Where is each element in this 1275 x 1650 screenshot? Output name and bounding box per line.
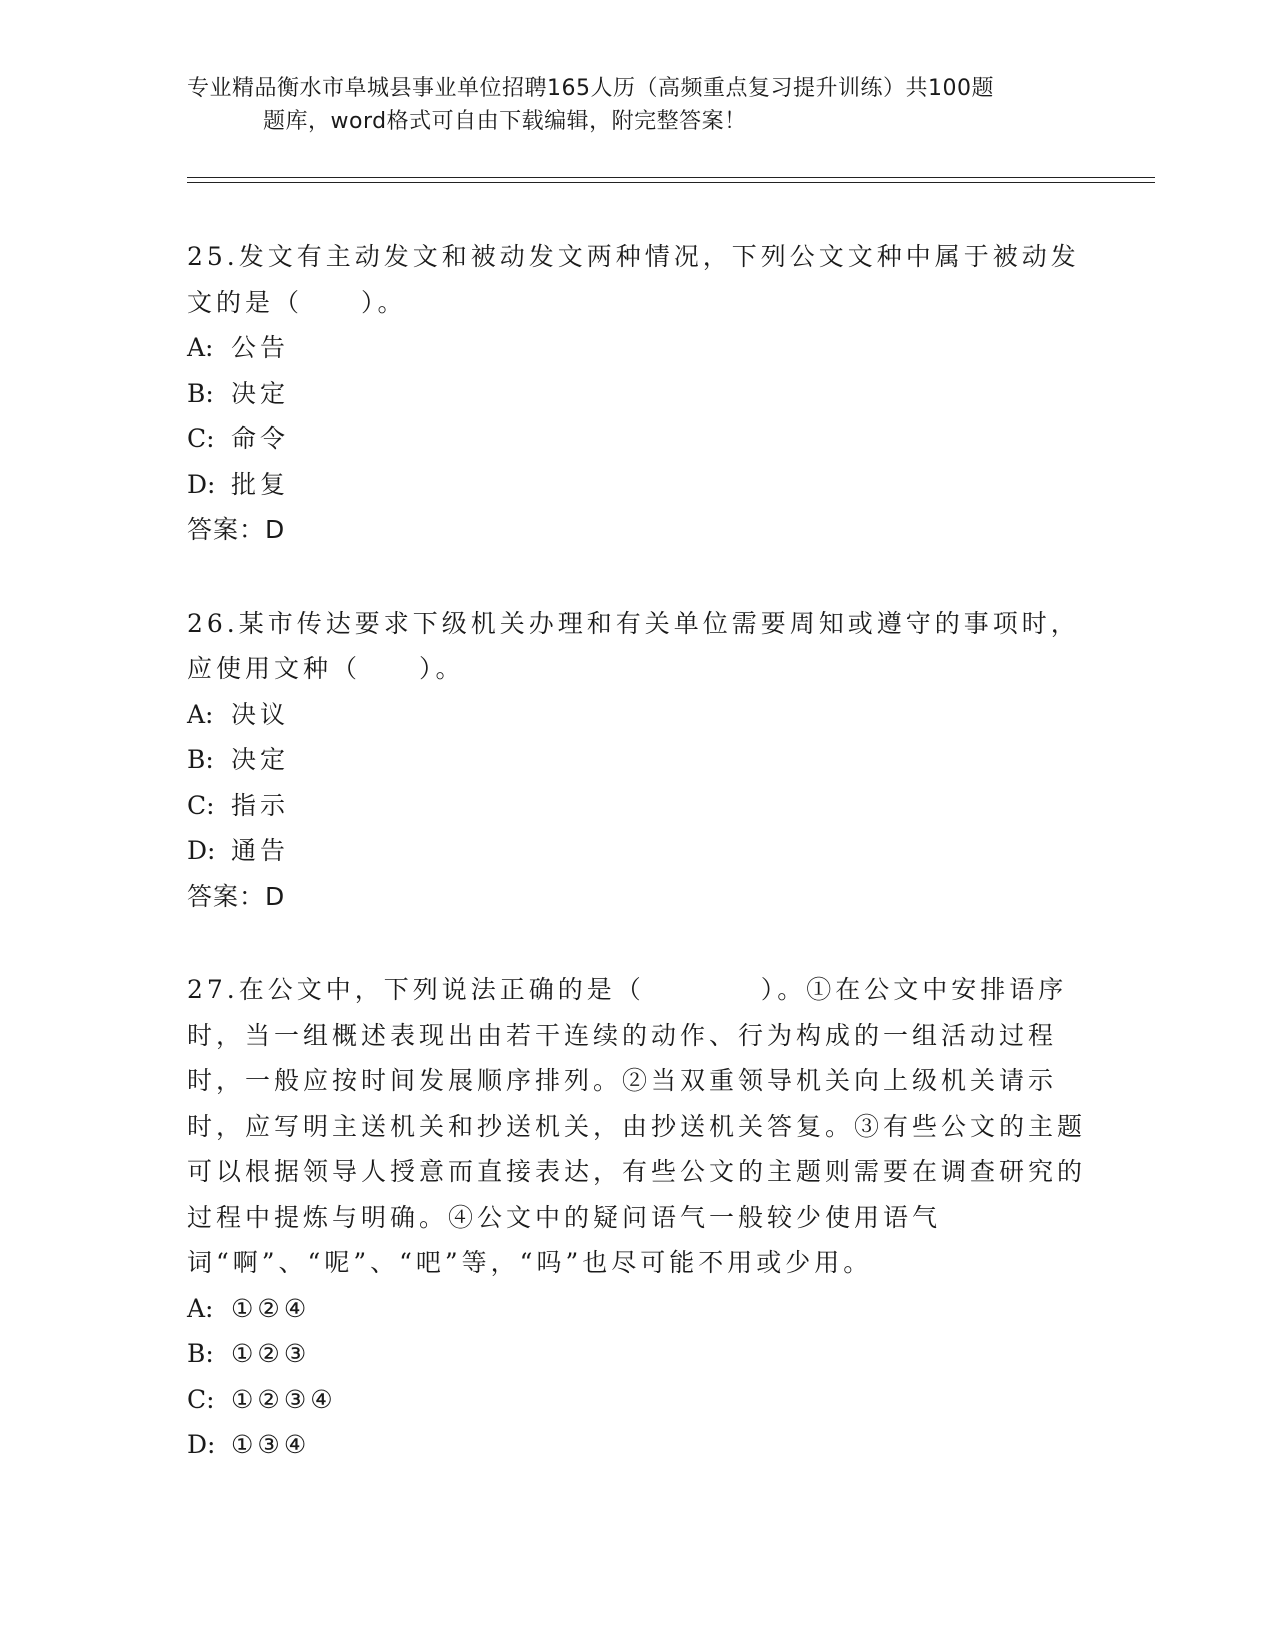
- question-text: 26.某市传达要求下级机关办理和有关单位需要周知或遵守的事项时，应使用文种（ ）。: [187, 608, 1080, 683]
- option-c: [187, 416, 1087, 462]
- option-value: 决定: [231, 378, 290, 408]
- option-a: [187, 1286, 1087, 1332]
- answer-line: 答案：D: [187, 515, 286, 544]
- option-value: 批复: [231, 469, 290, 499]
- option-key: D:: [187, 469, 216, 499]
- question-text: 25.发文有主动发文和被动发文两种情况，下列公文文种中属于被动发文的是（ ）。: [187, 242, 1080, 317]
- option-key: B:: [187, 745, 214, 774]
- option-b: [187, 1331, 1087, 1377]
- option-value: ①③④: [231, 1430, 311, 1459]
- page-header: [187, 72, 1087, 138]
- option-key: B:: [187, 378, 214, 408]
- option-b: [187, 371, 1087, 417]
- option-value: 指示: [231, 790, 290, 820]
- question-text: 27.在公文中，下列说法正确的是（ ）。①在公文中安排语序时，当一组概述表现出由若干连续的动作、行为构成的一组活动过程时，一般应按时间发展顺序排列。②当双重领导机关向上级机关请示时，应写明主送机关和抄送机关，由抄送机关答复。③有些公文的主题可以根据领导人授意而直接表达，有些公文的主题则需要在调查研究的过程中提炼与明确。④公文中的疑问语气一般较少使用语气词“啊”、“呢”、“吧”等，“吗”也尽可能不用或少用。: [187, 975, 1087, 1277]
- option-value: 通告: [231, 836, 290, 865]
- option-value: 决议: [231, 699, 290, 729]
- option-value: ①②③: [231, 1339, 311, 1368]
- option-key: D:: [187, 836, 216, 865]
- option-value: 公告: [231, 333, 290, 362]
- header-title-line2: 题库，word格式可自由下载编辑，附完整答案！: [263, 109, 747, 134]
- option-value: 决定: [231, 745, 290, 774]
- option-d: [187, 828, 1087, 874]
- option-key: A:: [187, 333, 214, 362]
- option-a: [187, 692, 1087, 738]
- option-value: ①②④: [231, 1293, 311, 1323]
- option-d: [187, 462, 1087, 508]
- option-c: [187, 783, 1087, 829]
- option-key: C:: [187, 424, 215, 453]
- option-key: A:: [187, 699, 214, 729]
- option-value: 命令: [231, 424, 290, 453]
- answer-line: 答案：D: [187, 881, 286, 911]
- option-value: ①②③④: [231, 1384, 337, 1414]
- option-key: A:: [187, 1293, 214, 1323]
- option-b: [187, 737, 1087, 783]
- option-d: [187, 1422, 1087, 1468]
- question-27: [187, 967, 1087, 1468]
- question-list: [187, 234, 1087, 1516]
- option-key: B:: [187, 1339, 214, 1368]
- header-title-line1: 专业精品衡水市阜城县事业单位招聘165人历（高频重点复习提升训练）共100题: [187, 76, 994, 101]
- header-divider: [187, 177, 1155, 183]
- question-26: [187, 601, 1087, 920]
- option-key: D:: [187, 1430, 216, 1459]
- option-a: [187, 325, 1087, 371]
- option-key: C:: [187, 1384, 215, 1414]
- option-c: [187, 1377, 1087, 1423]
- question-25: [187, 234, 1087, 553]
- option-key: C:: [187, 790, 215, 820]
